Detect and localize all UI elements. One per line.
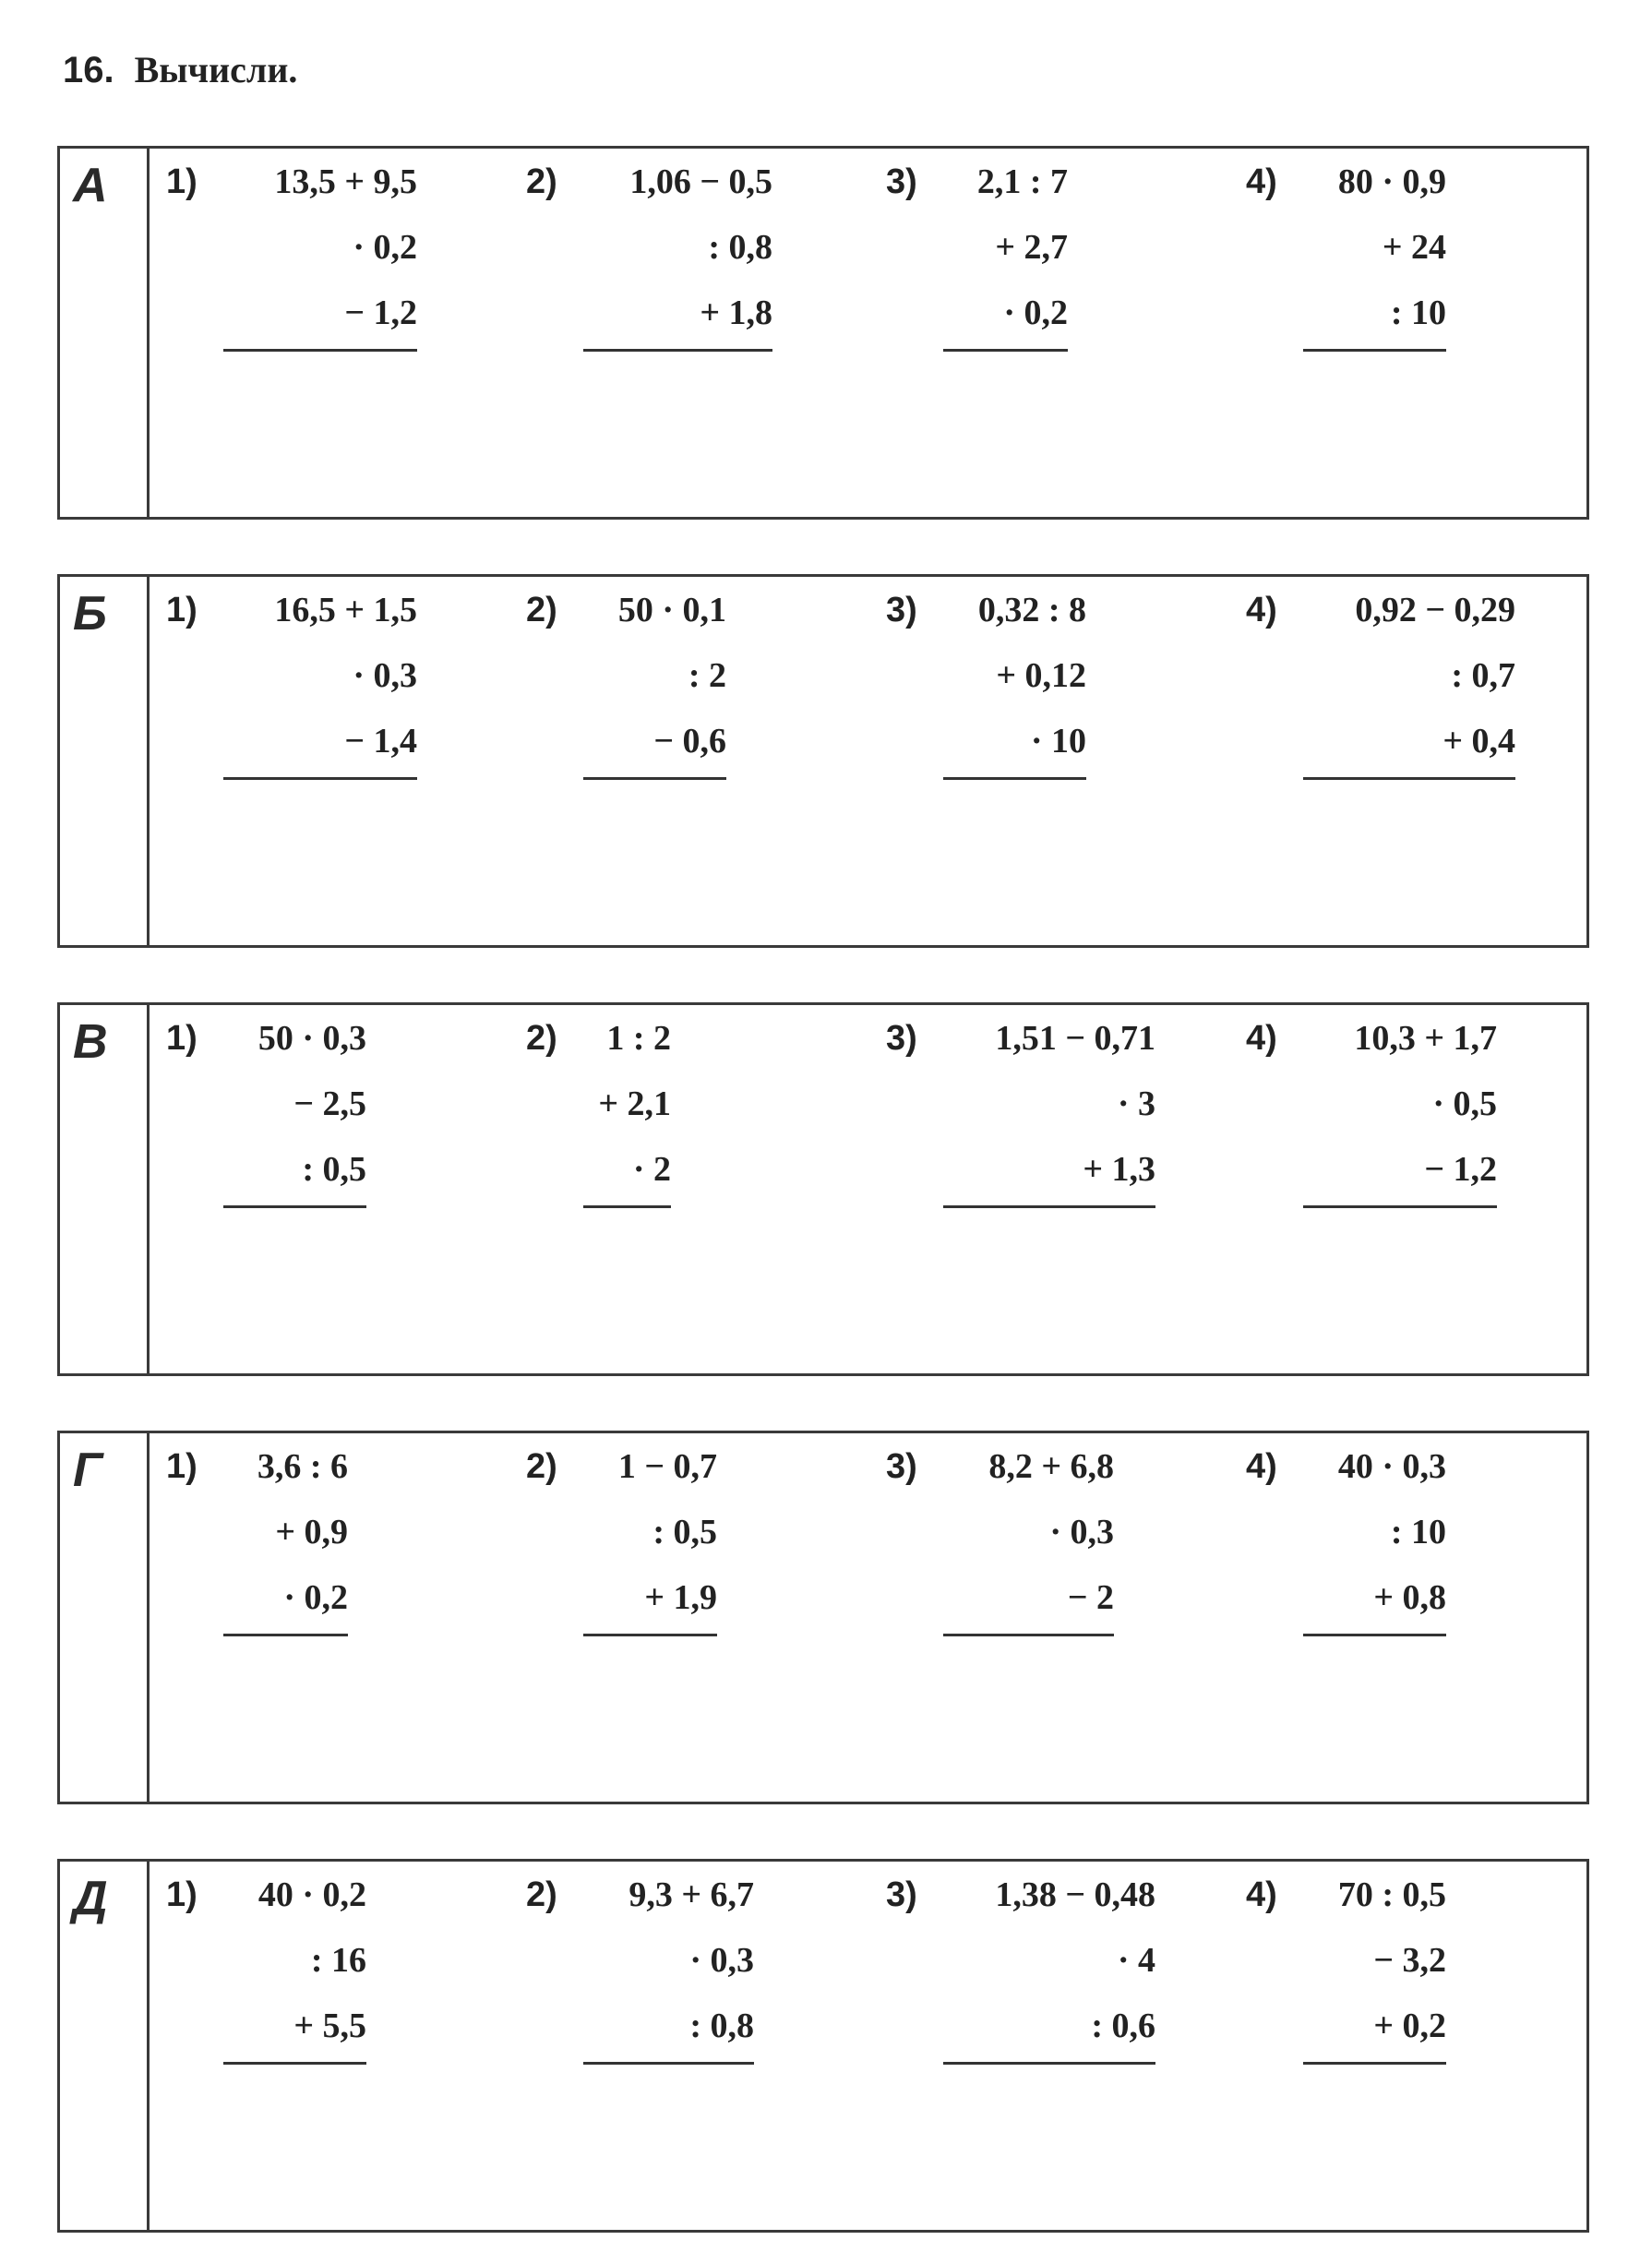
chain-line: : 0,5 bbox=[302, 1150, 366, 1189]
section-letter: Г bbox=[73, 1443, 102, 1497]
chain-line: · 0,3 bbox=[353, 656, 417, 695]
section-divider bbox=[147, 1862, 150, 2230]
computation-chain bbox=[943, 1871, 1155, 2065]
problem-number: 3) bbox=[886, 1447, 917, 1486]
chain-line: 3,6 : 6 bbox=[257, 1447, 348, 1486]
chain-line: · 4 bbox=[1117, 1941, 1155, 1980]
answer-line bbox=[943, 1205, 1155, 1208]
chain-line: 8,2 + 6,8 bbox=[988, 1447, 1114, 1486]
problem-number: 1) bbox=[166, 1447, 198, 1486]
chain-line: 0,32 : 8 bbox=[977, 591, 1086, 629]
chain-line: 1,38 − 0,48 bbox=[995, 1875, 1155, 1914]
answer-line bbox=[1303, 777, 1515, 780]
answer-line bbox=[943, 349, 1068, 352]
answer-line bbox=[583, 2062, 754, 2065]
chain-line: − 2,5 bbox=[293, 1084, 366, 1123]
computation-chain bbox=[583, 586, 726, 780]
problem-number: 2) bbox=[526, 591, 557, 629]
chain-line: : 0,7 bbox=[1451, 656, 1515, 695]
chain-line: · 2 bbox=[632, 1150, 671, 1189]
chain-line: : 16 bbox=[310, 1941, 366, 1980]
chain-line: + 1,8 bbox=[700, 293, 772, 332]
chain-line: 1 : 2 bbox=[606, 1019, 671, 1058]
chain-line: 9,3 + 6,7 bbox=[628, 1875, 754, 1914]
chain-line: + 1,3 bbox=[1083, 1150, 1155, 1189]
section-a bbox=[57, 146, 1589, 520]
problem-number: 2) bbox=[526, 1447, 557, 1486]
answer-line bbox=[1303, 2062, 1446, 2065]
answer-line bbox=[1303, 1634, 1446, 1636]
chain-line: + 0,12 bbox=[996, 656, 1086, 695]
section-divider bbox=[147, 1005, 150, 1373]
section-b bbox=[57, 574, 1589, 948]
chain-line: − 2 bbox=[1067, 1578, 1114, 1617]
problem-number: 4) bbox=[1246, 1019, 1277, 1058]
chain-line: + 24 bbox=[1382, 228, 1446, 267]
problem-number: 3) bbox=[886, 1019, 917, 1058]
chain-line: + 0,4 bbox=[1443, 722, 1515, 761]
answer-line bbox=[223, 777, 417, 780]
chain-line: + 0,9 bbox=[275, 1513, 348, 1551]
problem-number: 4) bbox=[1246, 1447, 1277, 1486]
answer-line bbox=[943, 1634, 1114, 1636]
problem-number: 3) bbox=[886, 1875, 917, 1914]
section-letter: А bbox=[73, 159, 108, 212]
chain-line: · 0,2 bbox=[353, 228, 417, 267]
answer-line bbox=[223, 2062, 366, 2065]
chain-line: 40 · 0,2 bbox=[257, 1875, 366, 1914]
answer-line bbox=[583, 1634, 717, 1636]
answer-line bbox=[1303, 1205, 1497, 1208]
problem-number: 4) bbox=[1246, 1875, 1277, 1914]
computation-chain bbox=[223, 1443, 348, 1636]
computation-chain bbox=[1303, 1443, 1446, 1636]
chain-line: − 3,2 bbox=[1373, 1941, 1446, 1980]
chain-line: 50 · 0,1 bbox=[617, 591, 726, 629]
section-divider bbox=[147, 149, 150, 517]
answer-line bbox=[943, 777, 1086, 780]
chain-line: + 1,9 bbox=[644, 1578, 717, 1617]
section-v bbox=[57, 1002, 1589, 1376]
problem-number: 1) bbox=[166, 591, 198, 629]
problem-number: 4) bbox=[1246, 162, 1277, 201]
computation-chain bbox=[1303, 586, 1515, 780]
computation-chain bbox=[1303, 1014, 1497, 1208]
chain-line: − 1,4 bbox=[344, 722, 417, 761]
problem-number: 1) bbox=[166, 1019, 198, 1058]
computation-chain bbox=[223, 158, 417, 352]
chain-line: 50 · 0,3 bbox=[257, 1019, 366, 1058]
chain-line: + 5,5 bbox=[293, 2006, 366, 2045]
computation-chain bbox=[943, 1014, 1155, 1208]
section-letter: Б bbox=[73, 587, 107, 641]
section-letter: В bbox=[73, 1015, 108, 1069]
chain-line: : 0,5 bbox=[652, 1513, 717, 1551]
chain-line: 0,92 − 0,29 bbox=[1355, 591, 1515, 629]
computation-chain bbox=[943, 158, 1068, 352]
section-g bbox=[57, 1431, 1589, 1804]
computation-chain bbox=[223, 1014, 366, 1208]
section-divider bbox=[147, 577, 150, 945]
chain-line: + 2,7 bbox=[995, 228, 1068, 267]
problem-number: 1) bbox=[166, 162, 198, 201]
computation-chain bbox=[943, 1443, 1114, 1636]
chain-line: : 0,6 bbox=[1091, 2006, 1155, 2045]
answer-line bbox=[583, 349, 772, 352]
chain-line: 70 : 0,5 bbox=[1337, 1875, 1446, 1914]
chain-line: 10,3 + 1,7 bbox=[1354, 1019, 1497, 1058]
computation-chain bbox=[223, 1871, 366, 2065]
chain-line: : 2 bbox=[688, 656, 726, 695]
computation-chain bbox=[583, 1871, 754, 2065]
answer-line bbox=[1303, 349, 1446, 352]
chain-line: · 0,3 bbox=[1049, 1513, 1114, 1551]
chain-line: 1 − 0,7 bbox=[617, 1447, 717, 1486]
answer-line bbox=[223, 1634, 348, 1636]
computation-chain bbox=[583, 158, 772, 352]
answer-line bbox=[223, 349, 417, 352]
exercise-header bbox=[63, 48, 297, 91]
chain-line: + 2,1 bbox=[598, 1084, 671, 1123]
chain-line: · 3 bbox=[1117, 1084, 1155, 1123]
chain-line: · 10 bbox=[1030, 722, 1086, 761]
chain-line: − 0,6 bbox=[653, 722, 726, 761]
chain-line: 40 · 0,3 bbox=[1337, 1447, 1446, 1486]
problem-number: 2) bbox=[526, 1019, 557, 1058]
chain-line: : 10 bbox=[1390, 1513, 1446, 1551]
computation-chain bbox=[583, 1443, 717, 1636]
computation-chain bbox=[583, 1014, 671, 1208]
chain-line: : 10 bbox=[1390, 293, 1446, 332]
answer-line bbox=[583, 777, 726, 780]
chain-line: − 1,2 bbox=[1424, 1150, 1497, 1189]
chain-line: · 0,2 bbox=[283, 1578, 348, 1617]
chain-line: 2,1 : 7 bbox=[976, 162, 1068, 201]
chain-line: 80 · 0,9 bbox=[1337, 162, 1446, 201]
chain-line: + 0,8 bbox=[1373, 1578, 1446, 1617]
computation-chain bbox=[1303, 1871, 1446, 2065]
problem-number: 1) bbox=[166, 1875, 198, 1914]
chain-line: − 1,2 bbox=[344, 293, 417, 332]
problem-number: 2) bbox=[526, 1875, 557, 1914]
computation-chain bbox=[943, 586, 1086, 780]
chain-line: 1,06 − 0,5 bbox=[629, 162, 772, 201]
chain-line: · 0,2 bbox=[1003, 293, 1068, 332]
chain-line: : 0,8 bbox=[708, 228, 772, 267]
exercise-number: 16. bbox=[63, 50, 114, 90]
computation-chain bbox=[1303, 158, 1446, 352]
computation-chain bbox=[223, 586, 417, 780]
answer-line bbox=[943, 2062, 1155, 2065]
problem-number: 3) bbox=[886, 162, 917, 201]
problem-number: 4) bbox=[1246, 591, 1277, 629]
exercise-title: Вычисли. bbox=[134, 49, 298, 90]
chain-line: : 0,8 bbox=[689, 2006, 754, 2045]
chain-line: · 0,3 bbox=[689, 1941, 754, 1980]
answer-line bbox=[223, 1205, 366, 1208]
chain-line: + 0,2 bbox=[1373, 2006, 1446, 2045]
chain-line: · 0,5 bbox=[1432, 1084, 1497, 1123]
chain-line: 13,5 + 9,5 bbox=[274, 162, 417, 201]
problem-number: 2) bbox=[526, 162, 557, 201]
chain-line: 16,5 + 1,5 bbox=[274, 591, 417, 629]
chain-line: 1,51 − 0,71 bbox=[995, 1019, 1155, 1058]
section-d bbox=[57, 1859, 1589, 2233]
section-divider bbox=[147, 1433, 150, 1802]
problem-number: 3) bbox=[886, 591, 917, 629]
answer-line bbox=[583, 1205, 671, 1208]
section-letter: Д bbox=[73, 1872, 108, 1925]
